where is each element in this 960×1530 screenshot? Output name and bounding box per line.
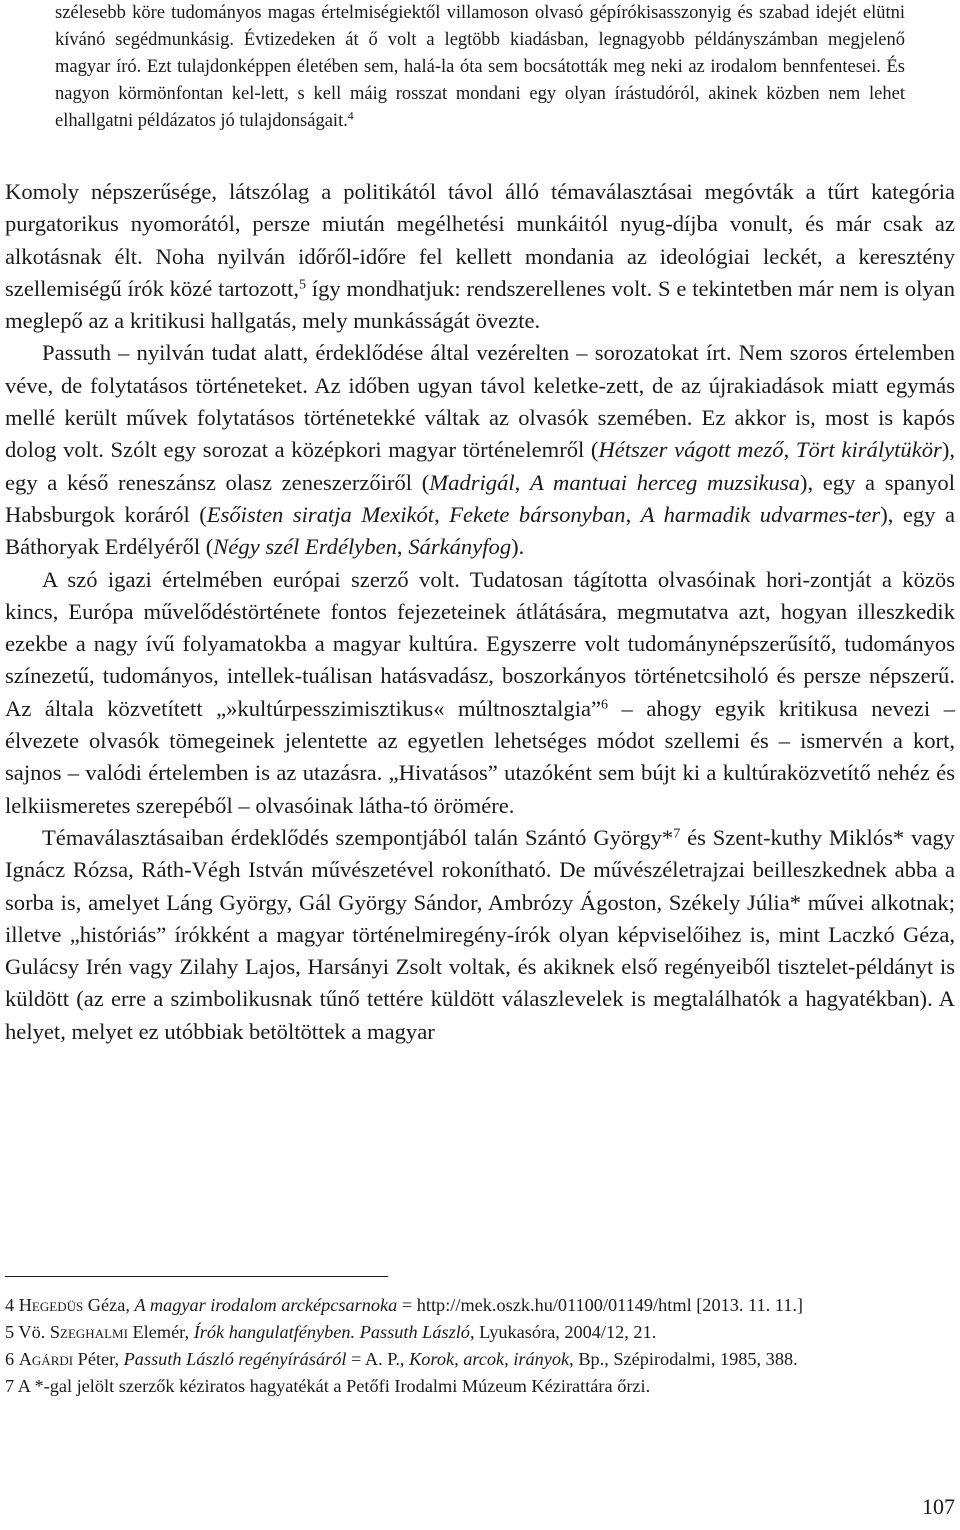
footnotes [5, 1292, 955, 1400]
footnote-ref-7: 7 [673, 826, 681, 842]
paragraph-3 [5, 564, 955, 822]
cited-title: Írók hangulatfényben. Passuth László [193, 1322, 470, 1342]
cited-title: A magyar irodalom arcképcsarnoka [134, 1295, 398, 1315]
book-title: Sárkányfog [408, 534, 512, 560]
footnote-7 [5, 1373, 955, 1400]
footnote-number: 5 [5, 1322, 15, 1342]
footnote-number: 6 [5, 1349, 15, 1369]
footnote-4 [5, 1292, 955, 1319]
cited-title: Korok, arcok, irányok [409, 1349, 570, 1369]
footnote-text: Péter, [73, 1349, 124, 1369]
page-number: 107 [922, 1494, 955, 1519]
footnote-text: Géza, [83, 1295, 135, 1315]
book-title: Esőisten siratja Mexikót [206, 501, 435, 527]
book-title: Madrigál [429, 469, 515, 495]
footnote-ref-6: 6 [601, 697, 609, 713]
footnote-text: , Lyukasóra, 2004/12, 21. [469, 1322, 657, 1342]
separator: , [783, 437, 796, 463]
paragraph-2-text-a: Passuth – nyilván tudat alatt, érdeklődése által vezérelten – sorozatokat írt. Nem szoros értelemben véve, de folytatásos történeteket. Az időben ugyan távol keletke-zett, de az újrakiadások miatt egymás mellé került művek folytatásos történetekké váltak az olvasók szemében. Ez akkor is, most is kapós dolog volt. Szólt egy sorozat a középkori magyar történelemről ( [5, 340, 955, 463]
book-title: Négy szél Erdélyben [213, 534, 397, 560]
separator: , [434, 501, 450, 527]
paragraph-2-text-b: ), egy a késő reneszánsz olasz zeneszerzőiről ( [5, 437, 955, 495]
paragraph-2 [5, 337, 955, 563]
footnote-number: 4 [5, 1295, 15, 1315]
footnote-5 [5, 1319, 955, 1346]
block-quote [55, 0, 905, 135]
book-title: Hétszer vágott mező [598, 437, 784, 463]
footnote-number: 7 [5, 1376, 15, 1396]
separator: , [396, 534, 409, 560]
body-text [5, 176, 955, 1048]
book-title: A mantuai herceg muzsikusa [529, 469, 800, 495]
footnote-text: = A. P., [346, 1349, 410, 1369]
footnote-6 [5, 1346, 955, 1373]
footnote-ref-5: 5 [299, 277, 307, 293]
quote-text: szélesebb köre tudományos magas értelmiségiektől villamoson olvasó gépírókisasszonyig és szabad idejét elütni kívánó segédmunkásig. Évtizedeken át ő volt a legtöbb kiadásban, legnagyobb példányszámban megjelenő magyar író. Ezt tulajdonképpen életében sem, halá-la óta sem bocsátották meg neki az irodalom bennfentesei. És nagyon körmönfontan kel-lett, s kell máig rosszat mondani egy olyan írástudóról, akinek közben nem lehet elhallgatni példázatos jó tulajdonságait. [55, 3, 905, 131]
footnote-text: Vö. [14, 1322, 50, 1342]
paragraph-4-text-a: Témaválasztásaiban érdeklődés szempontjából talán Szántó György* [42, 824, 674, 850]
quote-paragraph [55, 0, 905, 135]
author-surname: Hegedüs [18, 1295, 84, 1315]
author-surname: Szeghalmi [49, 1322, 128, 1342]
book-title: A harmadik udvarmes-ter [640, 501, 881, 527]
paragraph-3-text-b: – ahogy egyik kritikusa nevezi – élvezete olvasók tömegeinek jelentette az egyetlen lehetséges módot szellemi és – ismervén a kort, sajnos – valódi értelemben is az utazásra. „Hivatásos” utazóként sem bújt ki a kultúraközvetítő nehéz és lelkiismeretes szerepéből – olvasóinak látha-tó örömére. [5, 695, 955, 818]
paragraph-2-text-d: ), egy a Báthoryak Erdélyéről ( [5, 501, 956, 560]
footnote-text: , Bp., Szépirodalmi, 1985, 388. [569, 1349, 798, 1369]
footnote-text: = http://mek.oszk.hu/01100/01149/html [2013. 11. 11.] [397, 1295, 804, 1315]
author-surname: Agárdi [18, 1349, 74, 1369]
separator: , [625, 501, 641, 527]
separator: , [514, 469, 530, 495]
paragraph-2-text-c: ), egy a spanyol Habsburgok koráról ( [5, 469, 956, 527]
paragraph-4 [5, 822, 955, 1048]
paragraph-1-text-a: Komoly népszerűsége, látszólag a politikától távol álló témaválasztásai megóvták a tűrt kategória purgatorikus nyomorától, persze miután megélhetési munkáitól nyug-díjba vonult, és már csak az alkotásnak élt. Noha nyilván időről-időre fel kellett mondania az ideológiai leckét, a keresztény szellemiségű írók közé tartozott, [5, 179, 955, 301]
book-title: Tört királytükör [795, 437, 942, 463]
paragraph-1-text-b: így mondhatjuk: rendszerellenes volt. S e tekintetben már nem is olyan meglepő az a kritikusi hallgatás, mely munkásságát övezte. [5, 275, 955, 334]
paragraph-2-text-e: ). [511, 534, 525, 560]
paragraph-4-text-b: és Szent-kuthy Miklós* vagy Ignácz Rózsa, Ráth-Végh István művészetével rokonítható. De művészéletrajzai beilleszkednek abba a sorba is, amelyet Láng György, Gál György Sándor, Ambrózy Ágoston, Székely Júlia* művei alkotnak; illetve „históriás” írókként a magyar történelmiregény-írók olyan képviselőihez is, mint Laczkó Géza, Gulácsy Irén vagy Zilahy Lajos, Harsányi Zsolt voltak, és akiknek első regényeiből tisztelet-példányt is küldött (az erre a szimbolikusnak tűnő tettére küldött válaszlevelek is megtalálhatók a hagyatékban). A helyet, melyet ez utóbbiak betöltöttek a magyar [5, 824, 955, 1044]
footnote-ref-4: 4 [347, 110, 354, 123]
cited-title: Passuth László regényírásáról [123, 1349, 347, 1369]
footnote-separator [5, 1276, 388, 1277]
paragraph-3-text-a: A szó igazi értelmében európai szerző volt. Tudatosan tágította olvasóinak hori-zontját a közös kincs, Európa művelődéstörténete fontos fejezeteinek átlátására, megmutatva azt, hogyan illeszkedik ezekbe a nagy ívű folyamatokba a magyar kultúra. Egyszerre volt tudománynépszerűsítő, tudományos színezetű, tudományos, intellek-tuálisan hatásvadász, boszorkányos történetcsiholó és persze népszerű. Az általa közvetített „»kultúrpesszimisztikus« múltnosztalgia” [5, 566, 955, 721]
paragraph-1 [5, 176, 955, 337]
footnote-text: A *-gal jelölt szerzők kéziratos hagyatékát a Petőfi Irodalmi Múzeum Kézirattára őrzi. [14, 1376, 651, 1396]
book-title: Fekete bársonyban [449, 501, 626, 527]
footnote-text: Elemér, [127, 1322, 194, 1342]
